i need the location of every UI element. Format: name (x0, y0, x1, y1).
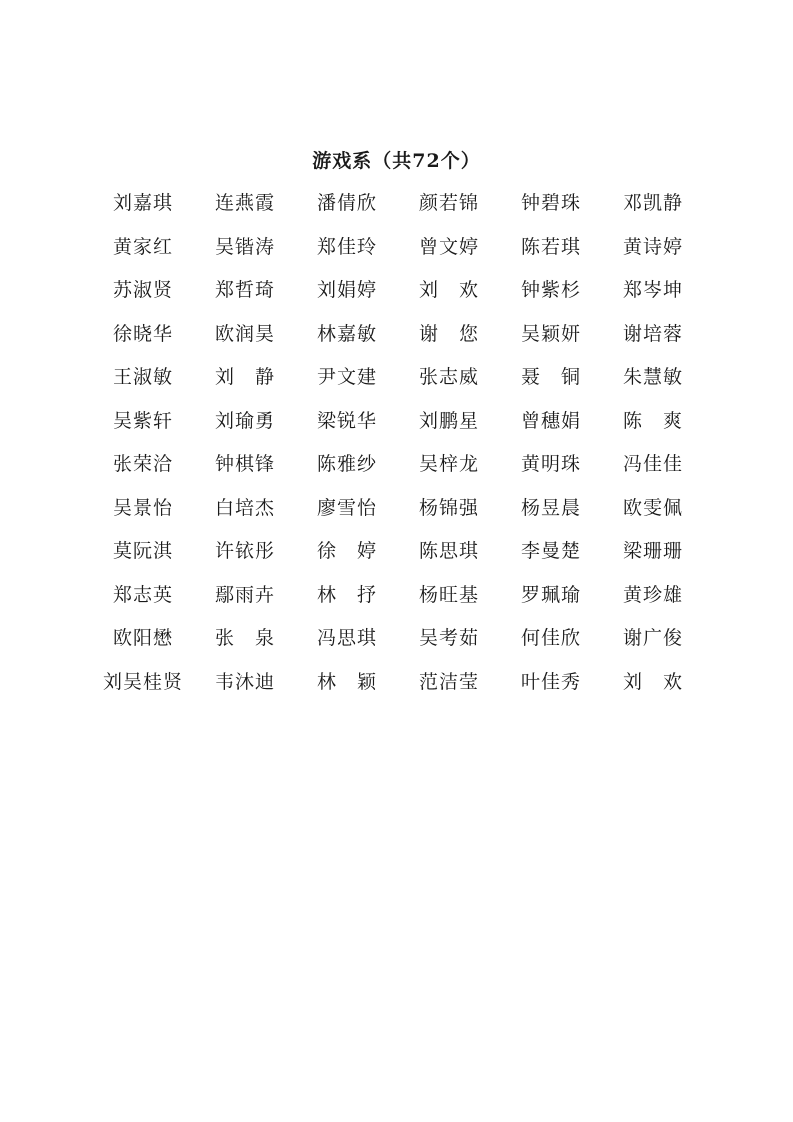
name-item: 钟紫杉 (520, 279, 581, 301)
name-item: 刘娟婷 (316, 279, 377, 301)
name-item: 冯佳佳 (622, 453, 683, 475)
name-item: 苏淑贤 (112, 279, 173, 301)
name-item: 曾穗娟 (520, 409, 581, 432)
name-item: 欧雯佩 (622, 496, 683, 519)
name-item: 尹文建 (316, 366, 377, 388)
name-item: 韦沐迪 (214, 670, 275, 693)
name-item: 范洁莹 (418, 670, 479, 693)
name-item: 郑岑坤 (622, 279, 683, 301)
name-item: 曾文婷 (418, 235, 479, 258)
name-item: 黄珍雄 (622, 583, 683, 606)
name-item: 聂 铜 (520, 366, 581, 388)
name-item: 钟碧珠 (520, 192, 581, 214)
name-item: 谢 您 (418, 322, 479, 345)
name-item: 吴锴涛 (214, 235, 275, 258)
name-item: 钟棋锋 (214, 453, 275, 475)
name-item: 黄诗婷 (622, 235, 683, 258)
name-item: 刘 欢 (418, 279, 479, 301)
name-item: 梁珊珊 (622, 540, 683, 562)
name-item: 颜若锦 (418, 192, 479, 214)
name-item: 梁锐华 (316, 409, 377, 432)
name-item: 谢广俊 (622, 627, 683, 649)
name-item: 刘吴桂贤 (102, 670, 183, 693)
name-item: 刘嘉琪 (112, 192, 173, 214)
name-item: 谢培蓉 (622, 322, 683, 345)
name-item: 林 抒 (316, 583, 377, 606)
name-item: 林嘉敏 (316, 322, 377, 345)
name-item: 林 颖 (316, 670, 377, 693)
name-item: 黄家红 (112, 235, 173, 258)
name-item: 廖雪怡 (316, 496, 377, 519)
name-item: 罗珮瑜 (520, 583, 581, 606)
name-item: 欧阳懋 (112, 627, 173, 649)
name-item: 莫阮淇 (112, 540, 173, 562)
name-item: 何佳欣 (520, 627, 581, 649)
name-item: 刘瑜勇 (214, 409, 275, 432)
section-title: 游戏系（共72个） (312, 150, 481, 172)
name-item: 许铱彤 (214, 540, 275, 562)
name-item: 吴紫轩 (112, 409, 173, 432)
name-item: 刘 欢 (622, 670, 683, 693)
name-item: 吴景怡 (112, 496, 173, 519)
name-item: 邓凯静 (622, 192, 683, 214)
name-item: 徐晓华 (112, 322, 173, 345)
name-item: 冯思琪 (316, 627, 377, 649)
name-item: 吴梓龙 (418, 453, 479, 475)
name-item: 朱慧敏 (622, 366, 683, 388)
name-item: 郑志英 (112, 583, 173, 606)
name-item: 王淑敏 (112, 366, 173, 388)
name-item: 杨旺基 (418, 583, 479, 606)
name-item: 陈 爽 (622, 409, 683, 432)
name-item: 李曼楚 (520, 540, 581, 562)
name-item: 白培杰 (214, 496, 275, 519)
name-item: 张 泉 (214, 627, 275, 649)
name-item: 吴考茹 (418, 627, 479, 649)
name-item: 张志威 (418, 366, 479, 388)
name-item: 吴颖妍 (520, 322, 581, 345)
name-item: 张荣洽 (112, 453, 173, 475)
name-item: 连燕霞 (214, 192, 275, 214)
name-item: 陈若琪 (520, 235, 581, 258)
name-item: 潘倩欣 (316, 192, 377, 214)
name-item: 黄明珠 (520, 453, 581, 475)
name-item: 叶佳秀 (520, 670, 581, 693)
name-item: 杨锦强 (418, 496, 479, 519)
name-item: 刘鹏星 (418, 409, 479, 432)
name-item: 鄢雨卉 (214, 583, 275, 606)
name-item: 郑哲琦 (214, 279, 275, 301)
name-item: 徐 婷 (316, 540, 377, 562)
name-item: 陈思琪 (418, 540, 479, 562)
name-item: 欧润昊 (214, 322, 275, 345)
name-item: 杨昱晨 (520, 496, 581, 519)
name-item: 刘 静 (214, 366, 275, 388)
name-item: 陈雅纱 (316, 453, 377, 475)
name-list (92, 185, 704, 707)
name-item: 郑佳玲 (316, 235, 377, 258)
